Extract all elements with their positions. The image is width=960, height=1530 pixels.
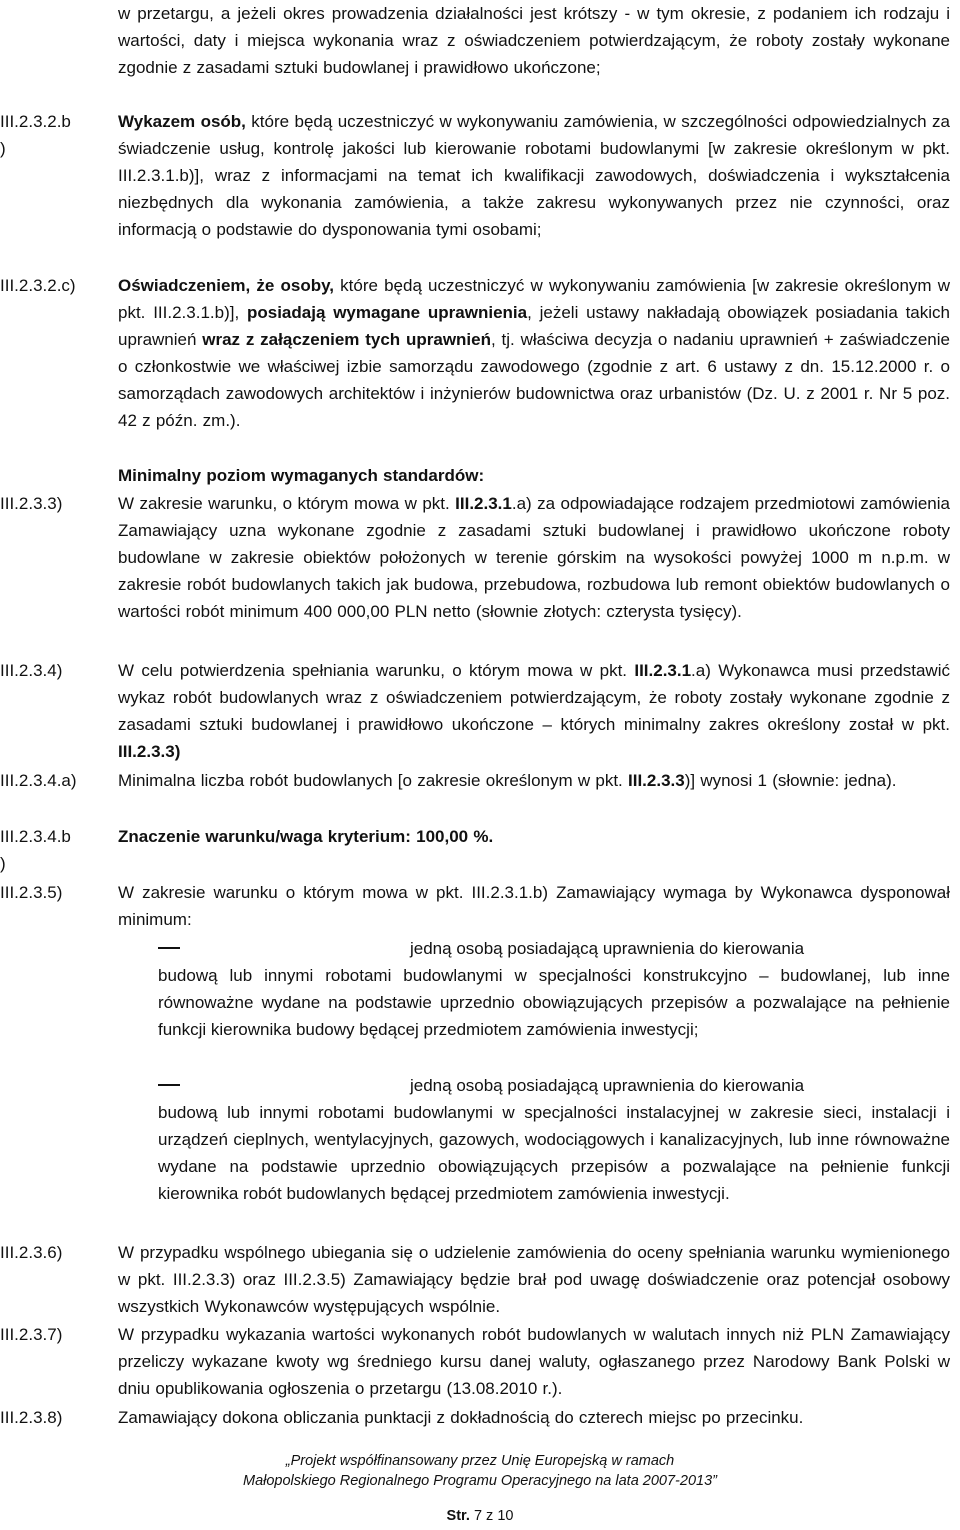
page-number-prefix: Str. bbox=[446, 1508, 470, 1524]
bold-reference: III.2.3.3 bbox=[628, 771, 685, 790]
section-number: III.2.3.6) bbox=[0, 1243, 63, 1262]
section-body: .a) za odpowiadające rodzajem przedmiotowi zamówienia Zamawiający uzna wykonane zgodnie z zasadami sztuki budowlanej i prawidłowo ukończone roboty budowlane w zakresie obiektów położonych w terenie górskim na wysokości powyżej 1000 m n.p.m. w zakresie robót budowlanych takich jak budowa, przebudowa, rozbudowa lub remont obiektów budowlanych o wartości robót minimum 400 000,00 PLN netto (słownie złotych: czterysta tysięcy). bbox=[118, 494, 950, 621]
section-body: )] wynosi 1 (słownie: jedna). bbox=[684, 771, 897, 790]
section-text: Zamawiający dokona obliczania punktacji z dokładnością do czterech miejsc po przecinku. bbox=[118, 1408, 804, 1427]
section-text bbox=[118, 767, 950, 794]
section-body: które będą uczestniczyć w wykonywaniu zamówienia [w zakresie określonym w pkt. III.2.3.1.b)], bbox=[118, 276, 950, 322]
item-first-line: jedną osobą posiadającą uprawnienia do kierowania bbox=[410, 939, 805, 958]
section-number: III.2.3.8) bbox=[0, 1408, 63, 1427]
section-text bbox=[118, 108, 950, 243]
page-number-current: 7 bbox=[473, 1508, 483, 1524]
section-body: .a) Wykonawca musi przedstawić wykaz robót budowlanych wraz z oświadczeniem potwierdzającym, że roboty zostały wykonane zgodnie z zasadami sztuki budowlanej i prawidłowo ukończone – których minimalny zakres określony został w pkt. bbox=[118, 661, 950, 734]
section-number: III.2.3.4) bbox=[0, 661, 63, 680]
section-number: III.2.3.5) bbox=[0, 883, 63, 902]
bold-lead: Wykazem osób, bbox=[118, 112, 246, 131]
section-number: III.2.3.4.a) bbox=[0, 771, 77, 790]
section-number-line-2: ) bbox=[0, 854, 6, 873]
bold-reference: III.2.3.1 bbox=[455, 494, 512, 513]
bold-phrase: posiadają wymagane uprawnienia bbox=[246, 303, 528, 322]
minimum-standards-heading: Minimalny poziom wymaganych standardów: bbox=[118, 466, 485, 485]
section-number bbox=[0, 823, 110, 877]
section-number bbox=[0, 108, 110, 162]
section-text bbox=[118, 272, 950, 434]
paragraph-text: w przetargu, a jeżeli okres prowadzenia działalności jest krótszy - w tym okresie, z podaniem ich rodzaju i wartości, daty i miejsca wykonania wraz z oświadczeniem potwierdzającym, że roboty zostały wykonane zgodnie z zasadami sztuki budowlanej i prawidłowo ukończone; bbox=[118, 4, 950, 77]
item-first-line: jedną osobą posiadającą uprawnienia do kierowania bbox=[410, 1076, 805, 1095]
section-text bbox=[118, 657, 950, 765]
section-number: III.2.3.2.c) bbox=[0, 276, 76, 295]
item-text: budową lub innymi robotami budowlanymi w specjalności konstrukcyjno – budowlanej, lub inne równoważne wydane na podstawie uprzednio obowiązujących przepisów a pozwalające na pełnienie funkcji kierownika budowy będącej przedmiotem zamówienia inwestycji; bbox=[158, 966, 950, 1039]
bold-phrase: wraz z załączeniem tych uprawnień bbox=[202, 330, 491, 349]
page-number bbox=[0, 1508, 960, 1524]
bold-reference: III.2.3.1 bbox=[634, 661, 692, 680]
section-body: , jeżeli ustawy nakładają obowiązek posiadania takich uprawnień bbox=[118, 303, 950, 349]
section-body: które będą uczestniczyć w wykonywaniu zamówienia, w szczególności odpowiedzialnych za świadczenie usług, kontrolę jakości lub kierowanie robotami budowlanymi [w zakresie określonym w pkt. III.2.3.1.b)], wraz z informacjami na temat ich kwalifikacji zawodowych, doświadczenia i wykształcenia niezbędnych dla wykonania zamówienia, a także zakresu wykonywanych przez nie czynności, oraz informacją o podstawie do dysponowania tymi osobami; bbox=[118, 112, 950, 239]
item-text: budową lub innymi robotami budowlanymi w specjalności instalacyjnej w zakresie sieci, instalacji i urządzeń cieplnych, wentylacyjnych, gazowych, wodociągowych i kanalizacyjnych, lub inne równoważne wydane na podstawie uprzednio obowiązujących przepisów a pozwalające na pełnienie funkcji kierownika robót budowlanych będącej przedmiotem zamówienia inwestycji. bbox=[158, 1103, 950, 1203]
section-number-line-1: III.2.3.4.b bbox=[0, 827, 71, 846]
bold-lead: Oświadczeniem, że osoby, bbox=[118, 276, 335, 295]
footer-line-1: „Projekt współfinansowany przez Unię Europejską w ramach bbox=[285, 1453, 675, 1469]
section-number-line-2: ) bbox=[0, 139, 6, 158]
dash-bullet bbox=[158, 947, 180, 949]
section-text: W przypadku wykazania wartości wykonanych robót budowlanych w walutach innych niż PLN Zamawiający przeliczy wykazane kwoty wg średniego kursu danej waluty, ogłaszanego przez Narodowy Bank Polski w dniu opublikowania ogłoszenia o przetargu (13.08.2010 r.). bbox=[118, 1325, 950, 1398]
section-body: W celu potwierdzenia spełniania warunku, o którym mowa w pkt. bbox=[118, 661, 635, 680]
section-body: , tj. właściwa decyzja o nadaniu uprawnień + zaświadczenie o członkostwie we właściwej izbie samorządu zawodowego (zgodnie z art. 6 ustawy z dn. 15.12.2000 r. o samorządach zawodowych architektów i inżynierów budownictwa oraz urbanistów (Dz. U. z 2001 r. Nr 5 poz. 42 z późn. zm.). bbox=[118, 330, 950, 430]
section-text: W zakresie warunku o którym mowa w pkt. III.2.3.1.b) Zamawiający wymaga by Wykonawca dysponował minimum: bbox=[118, 883, 950, 929]
section-number-line-1: III.2.3.2.b bbox=[0, 112, 71, 131]
page-number-total: 10 bbox=[497, 1508, 514, 1524]
dash-bullet bbox=[158, 1084, 180, 1086]
section-text: W przypadku wspólnego ubiegania się o udzielenie zamówienia do oceny spełniania warunku wymienionego w pkt. III.2.3.3) oraz III.2.3.5) Zamawiający będzie brał pod uwagę doświadczenie oraz potencjał osobowy wszystkich Wykonawców występujących wspólnie. bbox=[118, 1243, 950, 1316]
bold-criterion: Znaczenie warunku/waga kryterium: 100,00 %. bbox=[118, 827, 494, 846]
section-text bbox=[118, 490, 950, 625]
page-number-separator: z bbox=[486, 1508, 494, 1524]
section-number: III.2.3.7) bbox=[0, 1325, 63, 1344]
section-text bbox=[118, 823, 950, 850]
section-body: W zakresie warunku, o którym mowa w pkt. bbox=[118, 494, 456, 513]
section-body: Minimalna liczba robót budowlanych [o zakresie określonym w pkt. bbox=[118, 771, 629, 790]
footer-line-2: Małopolskiego Regionalnego Programu Operacyjnego na lata 2007-2013” bbox=[243, 1473, 717, 1489]
bold-reference: III.2.3.3) bbox=[118, 742, 181, 761]
section-number: III.2.3.3) bbox=[0, 494, 63, 513]
